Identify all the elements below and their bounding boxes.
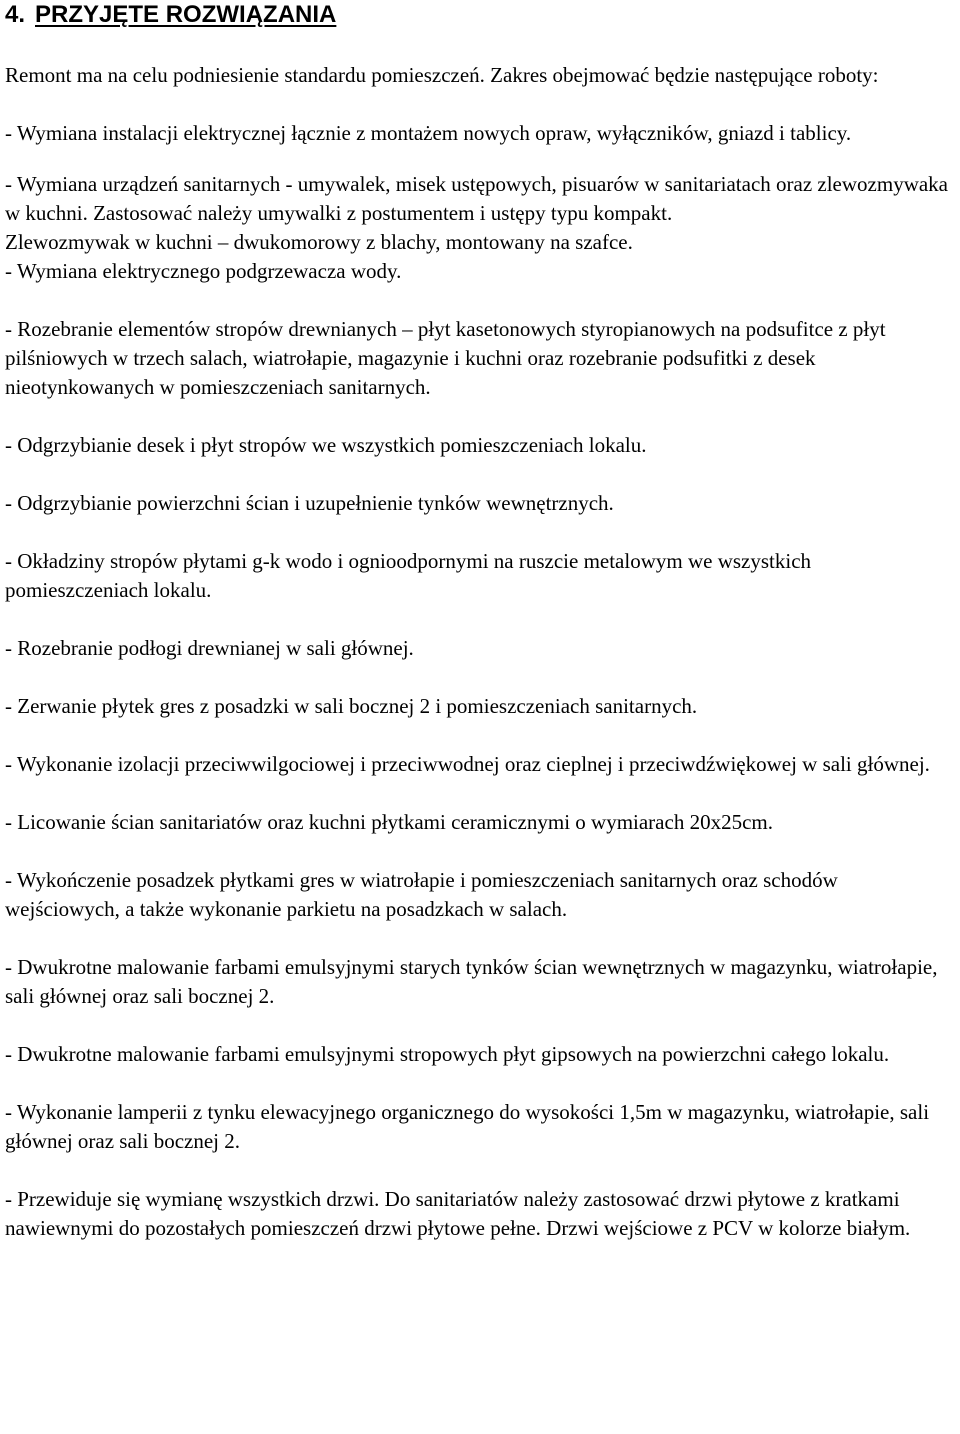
section-number: 4. [5, 1, 26, 28]
list-item: - Dwukrotne malowanie farbami emulsyjnymi stropowych płyt gipsowych na powierzchni całego lokalu. [5, 1042, 890, 1066]
list-item: - Wykonanie izolacji przeciwwilgociowej i przeciwwodnej oraz cieplnej i przeciwdźwiękowej w sali głównej. [5, 752, 930, 776]
section-heading [5, 0, 953, 30]
list-item: - Licowanie ścian sanitariatów oraz kuchni płytkami ceramicznymi o wymiarach 20x25cm. [5, 810, 773, 834]
list-item: - Przewiduje się wymianę wszystkich drzwi. Do sanitariatów należy zastosować drzwi płytowe z kratkami nawiewnymi do pozostałych pomieszczeń drzwi płytowe pełne. Drzwi wejściowe z PCV w kolorze białym. [5, 1187, 911, 1240]
list-item: Zlewozmywak w kuchni – dwukomorowy z blachy, montowany na szafce. [5, 230, 633, 254]
list-item: - Wymiana instalacji elektrycznej łącznie z montażem nowych opraw, wyłączników, gniazd i tablicy. [5, 121, 852, 145]
list-item: - Dwukrotne malowanie farbami emulsyjnymi starych tynków ścian wewnętrznych w magazynku, wiatrołapie, sali głównej oraz sali bocznej 2. [5, 955, 938, 1008]
document-page [5, 0, 953, 1243]
list-item: - Odgrzybianie desek i płyt stropów we wszystkich pomieszczeniach lokalu. [5, 433, 647, 457]
list-item: - Wymiana urządzeń sanitarnych - umywalek, misek ustępowych, pisuarów w sanitariatach oraz zlewozmywaka w kuchni. Zastosować należy umywalki z postumentem i ustępy typu kompakt. [5, 172, 949, 225]
list-item: - Zerwanie płytek gres z posadzki w sali bocznej 2 i pomieszczeniach sanitarnych. [5, 694, 698, 718]
list-item: - Okładziny stropów płytami g-k wodo i ognioodpornymi na ruszcie metalowym we wszystkich pomieszczeniach lokalu. [5, 549, 812, 602]
section-title: PRZYJĘTE ROZWIĄZANIA [35, 1, 337, 28]
list-item: - Wymiana elektrycznego podgrzewacza wody. [5, 259, 402, 283]
list-item: - Odgrzybianie powierzchni ścian i uzupełnienie tynków wewnętrznych. [5, 491, 614, 515]
list-item: - Wykonanie lamperii z tynku elewacyjnego organicznego do wysokości 1,5m w magazynku, wiatrołapie, sali głównej oraz sali bocznej 2. [5, 1100, 930, 1153]
list-item: - Wykończenie posadzek płytkami gres w wiatrołapie i pomieszczeniach sanitarnych oraz schodów wejściowych, a także wykonanie parkietu na posadzkach w salach. [5, 868, 838, 921]
list-item: - Rozebranie podłogi drewnianej w sali głównej. [5, 636, 414, 660]
list-item: - Rozebranie elementów stropów drewnianych – płyt kasetonowych styropianowych na podsufitce z płyt pilśniowych w trzech salach, wiatrołapie, magazynie i kuchni oraz rozebranie podsufitki z desek nieotynkowanych w pomieszczeniach sanitarnych. [5, 317, 886, 399]
intro-paragraph: Remont ma na celu podniesienie standardu pomieszczeń. Zakres obejmować będzie następujące roboty: [5, 63, 879, 87]
